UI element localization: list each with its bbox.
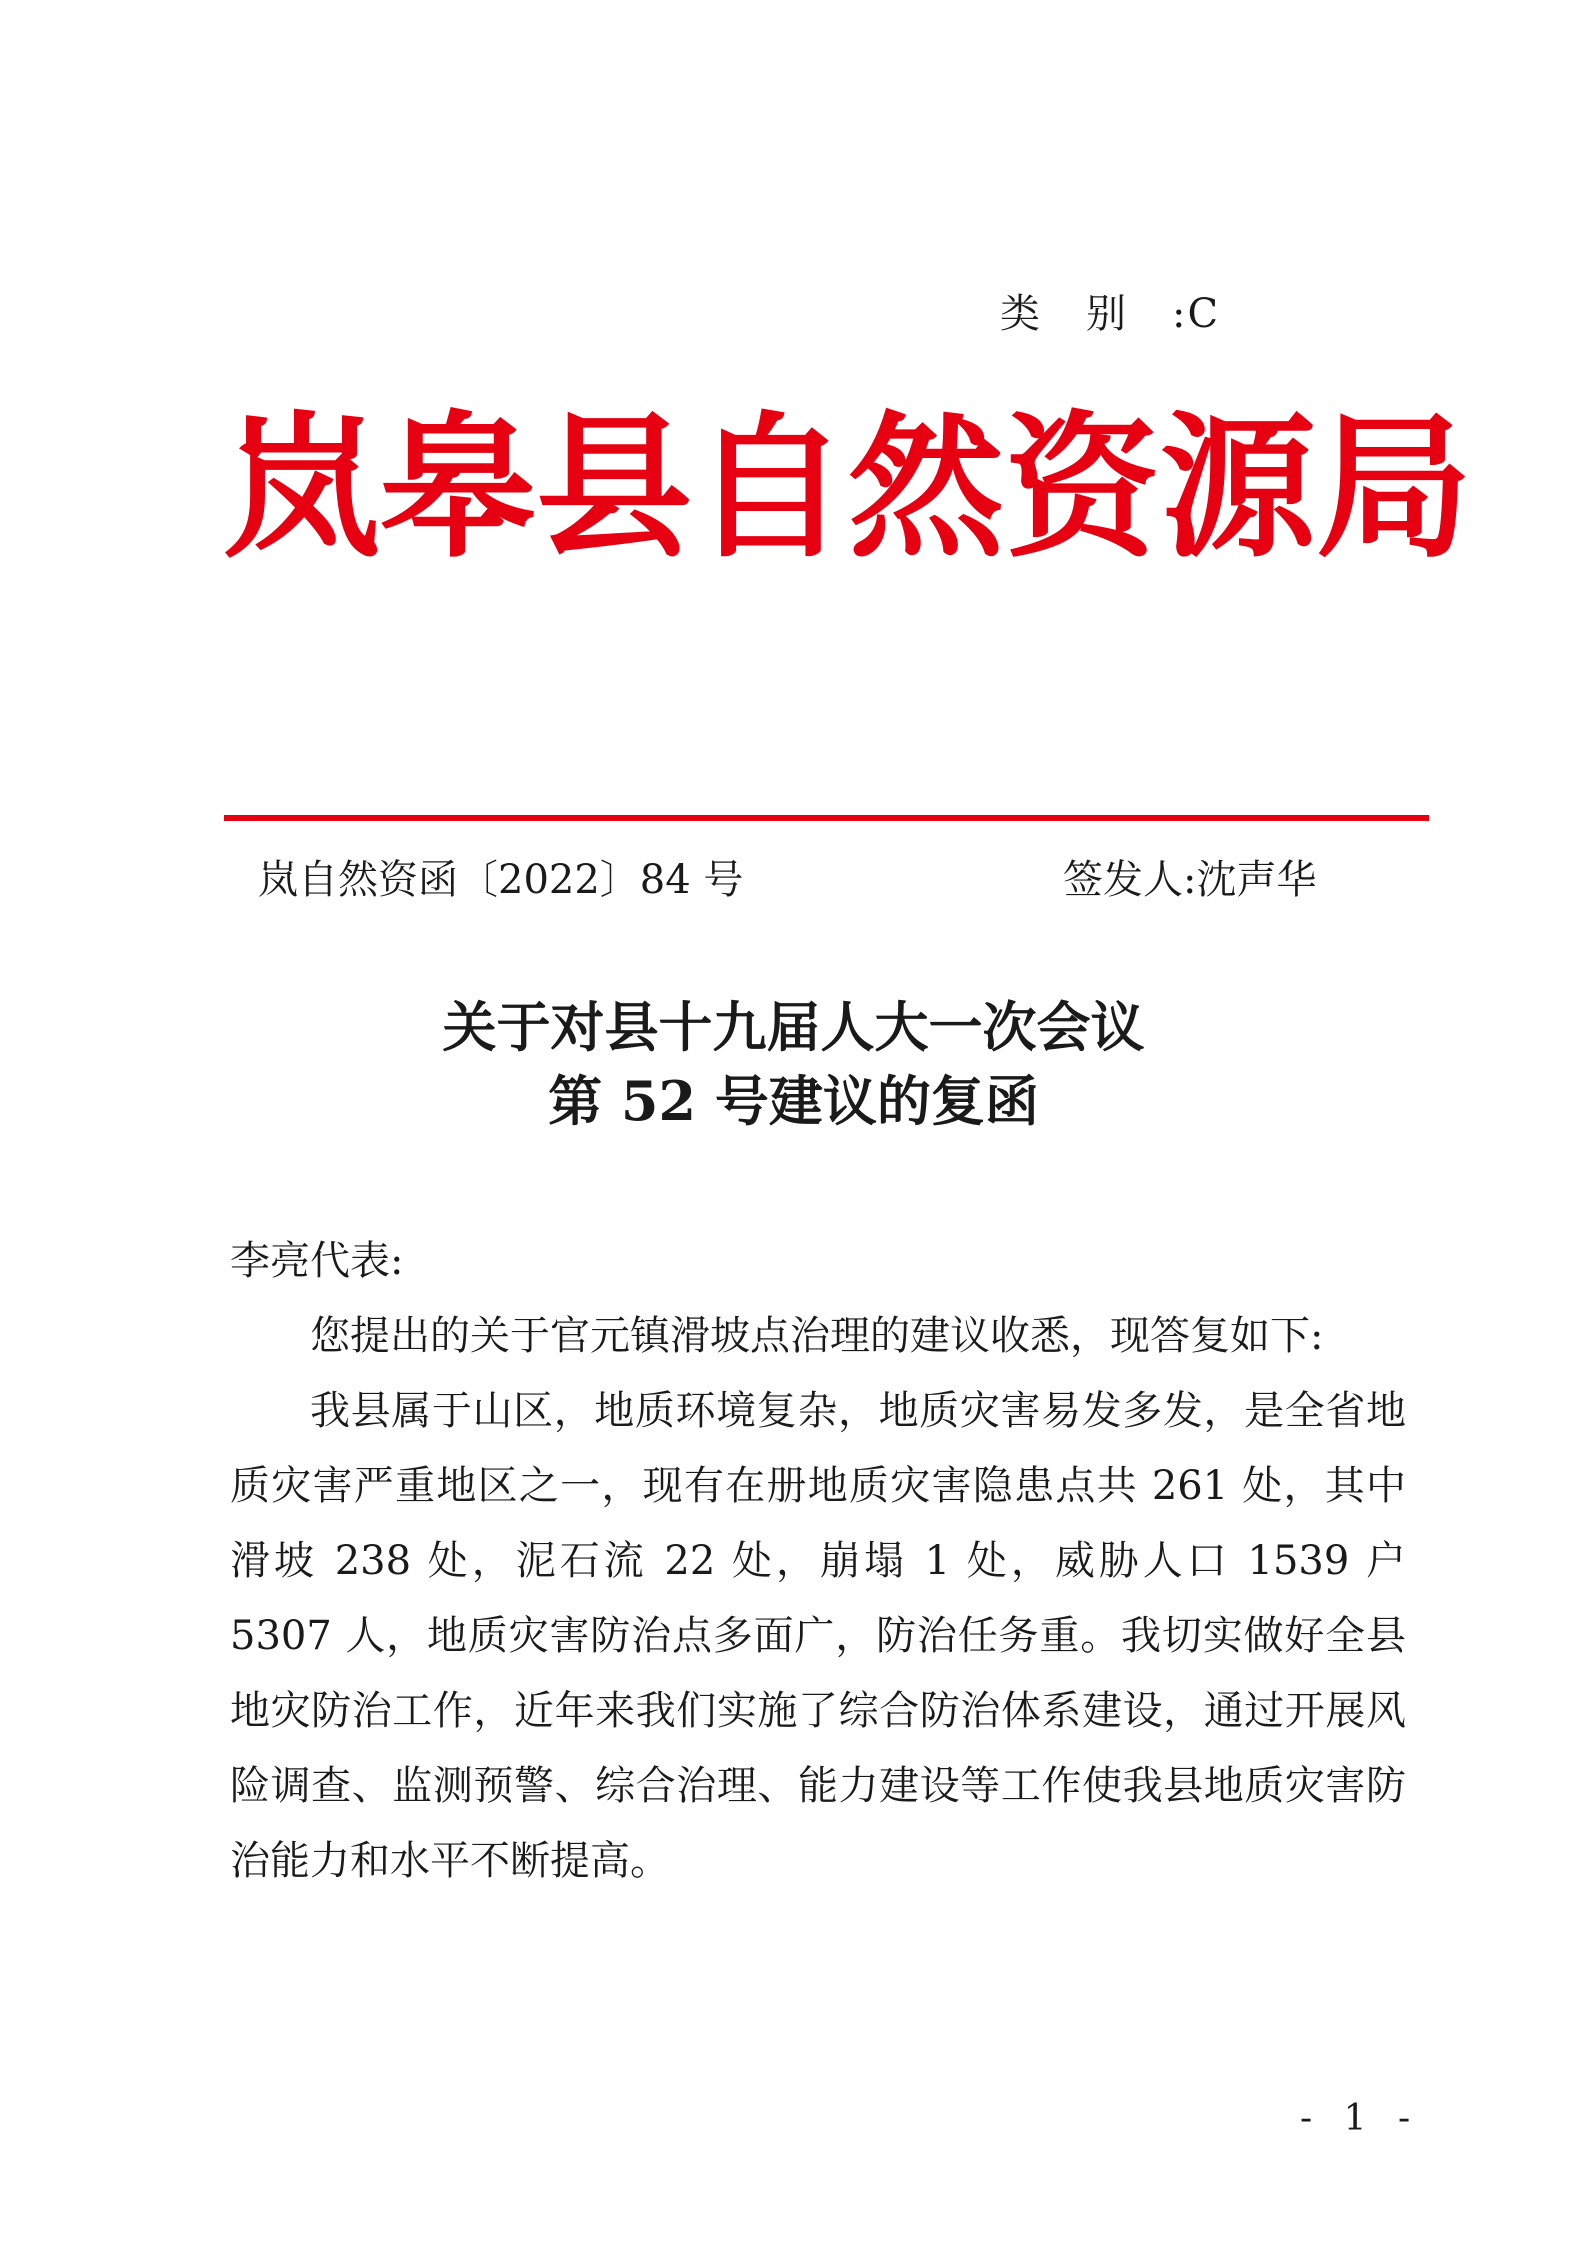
category-field [1000, 282, 1220, 339]
masthead-char: 然 [848, 396, 1004, 579]
masthead-char: 县 [536, 396, 692, 579]
category-separator: : [1172, 291, 1188, 337]
masthead-title [224, 388, 1472, 588]
body-paragraph-2: 我县属于山区，地质环境复杂，地质灾害易发多发，是全省地质灾害严重地区之一，现有在册地质灾害隐患点共 261 处，其中滑坡 238 处，泥石流 22 处，崩塌 1 处，威胁人口 1539 户 5307 人，地质灾害防治点多面广，防治任务重。我切实做好全县地灾防治工作，近年来我们实施了综合防治体系建设，通过开展风险调查、监测预警、综合治理、能力建设等工作使我县地质灾害防治能力和水平不断提高。 [230, 1388, 1406, 1884]
masthead-char: 岚 [224, 396, 380, 579]
page-number: - 1 - [1300, 2098, 1421, 2139]
category-label: 类别 [1000, 291, 1172, 337]
signer-label: 签发人: [1063, 857, 1197, 903]
document-body [230, 1224, 1406, 1899]
signer-name: 沈声华 [1196, 857, 1317, 903]
title-line-1: 关于对县十九届人大一次会议 [442, 995, 1145, 1059]
masthead-char: 自 [692, 396, 848, 579]
masthead-char: 源 [1160, 396, 1316, 579]
document-title [0, 990, 1587, 1138]
salutation: 李亮代表: [230, 1238, 404, 1284]
masthead-char: 局 [1316, 396, 1472, 579]
document-number: 岚自然资函〔2022〕84 号 [258, 857, 744, 903]
signer-field [1063, 848, 1316, 905]
masthead-char: 资 [1004, 396, 1160, 579]
title-line-2: 第 52 号建议的复函 [548, 1069, 1039, 1133]
red-divider-line [224, 815, 1429, 821]
masthead-char: 皋 [380, 396, 536, 579]
category-value: C [1187, 291, 1221, 337]
body-paragraph-1: 您提出的关于官元镇滑坡点治理的建议收悉，现答复如下: [310, 1313, 1324, 1359]
